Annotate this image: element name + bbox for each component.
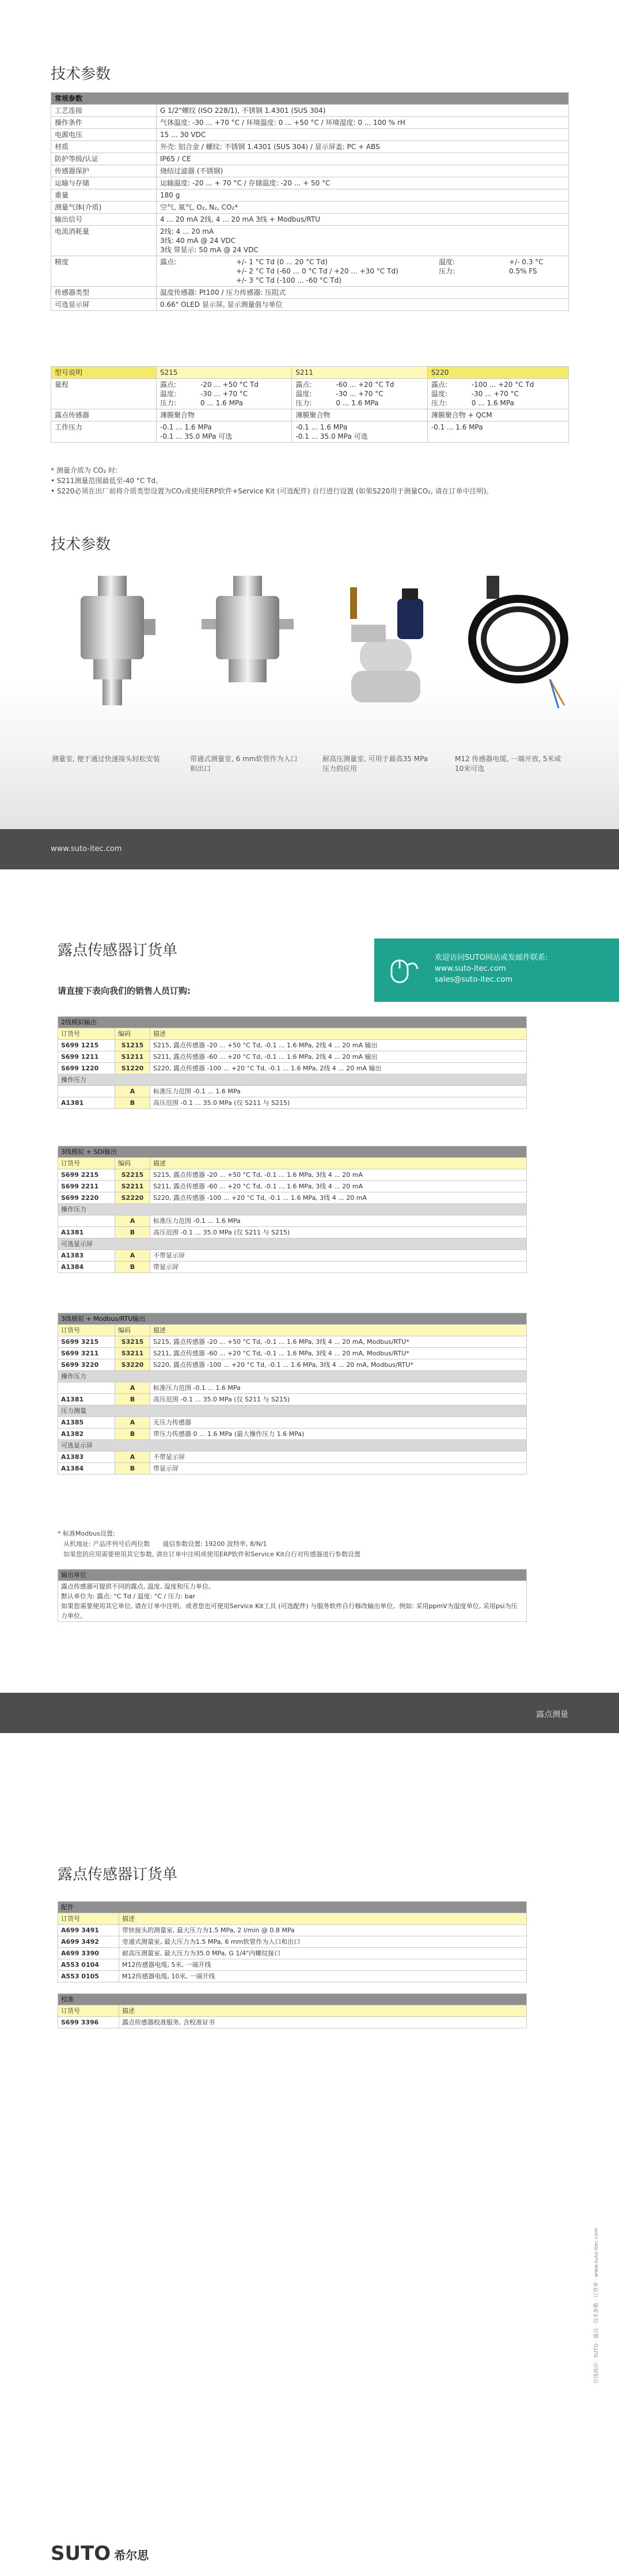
model-table: 型号说明 S215 S211 S220 量程 露点: -20 ... +50 °C Td 温度: -30 ... +70 °C 压力: 0 ... 1.6 MPa 露点: -60 ... +20 °C Td 温度: -30 ... +70 °C 压力: 0 ... 1.6 MPa 露点: -100 ... +20 °C Td 温度: -30 ... +70 °C 压力: 0 ... 1.6 MPa 露点传感器 薄膜聚合物 薄膜聚合物 薄膜聚合物 + QCM 工作压力 -0.1 ... 1.6 MPa -0.1 ... 35.0 MPa 可选 -0.1 ... 1.6 MPa -0.1 ... 35.0 MPa 可选 -0.1 ... 1.6 MPa <box>51 366 569 443</box>
table-row: A 标准压力范围 -0.1 ... 1.6 MPa <box>58 1382 527 1394</box>
page-order-form <box>0 869 619 1791</box>
caption-sensor-cable: M12 传感器电缆, 一端开放, 5米或10米可选 <box>455 755 561 773</box>
table-row: S699 3211 S3211 S211, 露点传感器 -60 ... +20 °C Td, -0.1 ... 1.6 MPa, 3线 4 ... 20 mA, Modbus/RTU* <box>58 1348 527 1359</box>
section-title: 技术参数 <box>51 536 111 553</box>
co2-notes: * 测量介质为 CO₂ 时: • S211测量范围最低至-40 °C Td。 • S220必须在出厂前将介质类型设置为CO₂或使用ERP软件+Service Kit (可选配件) 自行进行设置 (如果S220用于测量CO₂, 请在订单中注明)。 <box>51 466 493 495</box>
sensor-cable-image <box>464 570 573 714</box>
table-row: S699 3396 露点传感器校准服务, 含校准证书 <box>58 2017 527 2028</box>
table-row: A699 3492 旁通式测量室, 最大压力为1.5 MPa, 6 mm软管作为入口和出口 <box>58 1936 527 1948</box>
measuring-chamber-image <box>58 570 167 714</box>
suto-logo: SUTO 希尔思 <box>51 2542 149 2565</box>
table-row: A1384 B 带显示屏 <box>58 1262 527 1273</box>
table-row: 露点传感器 薄膜聚合物 薄膜聚合物 薄膜聚合物 + QCM <box>51 409 569 421</box>
contact-box: 欢迎访问SUTO网站或发邮件联系: www.suto-itec.com sales@suto-itec.com <box>374 939 619 1002</box>
page-title: 技术参数 <box>51 66 111 83</box>
table-row: A699 3491 带快接头的测量室, 最大压力为1.5 MPa, 2 l/min @ 0.8 MPa <box>58 1925 527 1936</box>
table-row: S699 2211 S2211 S211, 露点传感器 -60 ... +20 °C Td, -0.1 ... 1.6 MPa, 3线 4 ... 20 mA <box>58 1181 527 1192</box>
output-unit-box: 输出单位 露点传感器可提供不同的露点, 温度, 湿度和压力单位。 默认单位为: 露点: °C Td / 温度: °C / 压力: bar 如果您需要使用其它单位, 请在订单中注明。或者您也可使用Service Kit工具 (可选配件) 与服务软件自行修改输出单位。例如: 采用ppmV为湿度单位, 采用psi为压力单位。 <box>58 1569 527 1622</box>
table-row: 重量 180 g <box>51 189 569 202</box>
table-row: A1381 B 高压范围 -0.1 ... 35.0 MPa (仅 S211 与 S215) <box>58 1394 527 1405</box>
table-row: 电源电压 15 ... 30 VDC <box>51 129 569 141</box>
order-table-3wire-modbus: 3线模拟 + Modbus/RTU输出 订货号 编码 描述 S699 3215 S3215 S215, 露点传感器 -20 ... +50 °C Td, -0.1 ... 1.6 MPa, 3线 4 ... 20 mA, Modbus/RTU* S699 3211 S3211 S211, 露点传感器 -60 ... +20 °C Td, -0.1 ... 1.6 MPa, 3线 4 ... 20 mA, Modbus/RTU* S699 3220 S3220 S220, 露点传感器 -100 ... +20 °C Td, -0.1 ... 1.6 MPa, 3线 4 ... 20 mA, Modbus/RTU* 操作压力 A 标准压力范围 -0.1 ... 1.6 MPa A1381 B 高压范围 -0.1 ... 35.0 MPa (仅 S211 与 S215) 压力测量 A1385 A 无压力传感器 A1382 B 带压力传感器 0 ... 1.6 MPa (最大操作压力 1.6 MPa) 可选显示屏 A1383 A 不带显示屏 A1384 B 带显示屏 <box>58 1313 527 1475</box>
table-row: A1381 B 高压范围 -0.1 ... 35.0 MPa (仅 S211 与 S215) <box>58 1227 527 1238</box>
modbus-notes: * 标准Modbus设置: 从机地址: 产品序列号后两位数 通信参数设置: 19200 波特率, 8/N/1 如果您的应用需要使用其它参数, 请在订单中注明或使用ERP软件和Service Kit自行对传感器进行参数设置 <box>58 1530 360 1558</box>
table-row: 电流消耗量 2线: 4 ... 20 mA 3线: 40 mA @ 24 VDC 3线 带显示: 50 mA @ 24 VDC <box>51 226 569 256</box>
table-row: 工作压力 -0.1 ... 1.6 MPa -0.1 ... 35.0 MPa 可选 -0.1 ... 1.6 MPa -0.1 ... 35.0 MPa 可选 -0.1 ... 1.6 MPa <box>51 421 569 443</box>
table-row: A1382 B 带压力传感器 0 ... 1.6 MPa (最大操作压力 1.6 MPa) <box>58 1428 527 1440</box>
table-row: 量程 露点: -20 ... +50 °C Td 温度: -30 ... +70 °C 压力: 0 ... 1.6 MPa 露点: -60 ... +20 °C Td 温度: -30 ... +70 °C 压力: 0 ... 1.6 MPa 露点: -100 ... +20 °C Td 温度: -30 ... +70 °C 压力: 0 ... 1.6 MPa <box>51 379 569 409</box>
footer-url[interactable]: www.suto-itec.com <box>51 845 122 853</box>
bypass-chamber-image <box>193 570 302 714</box>
table-row: A1383 A 不带显示屏 <box>58 1452 527 1463</box>
side-legal-text: 在线商店：SUTO · 露点 · 技术参数 · 订货单 · www.suto-itec.com <box>594 2228 599 2384</box>
table-row: 防护等级/认证 IP65 / CE <box>51 153 569 165</box>
table-row: S699 1211 S1211 S211, 露点传感器 -60 ... +20 °C Td, -0.1 ... 1.6 MPa, 2线 4 ... 20 mA 输出 <box>58 1051 527 1063</box>
table-row: A1381 B 高压范围 -0.1 ... 35.0 MPa (仅 S211 与 S215) <box>58 1097 527 1109</box>
table-row: A1385 A 无压力传感器 <box>58 1417 527 1428</box>
footer-bar <box>0 829 619 869</box>
website-link[interactable]: www.suto-itec.com <box>435 964 506 973</box>
table-row: S699 3220 S3220 S220, 露点传感器 -100 ... +20 °C Td, -0.1 ... 1.6 MPa, 3线 4 ... 20 mA, Modbus/RTU* <box>58 1359 527 1371</box>
table-row: A1384 B 带显示屏 <box>58 1463 527 1475</box>
email-link[interactable]: sales@suto-itec.com <box>435 975 512 984</box>
order-table-2wire: 2线模拟输出 订货号 编码 描述 S699 1215 S1215 S215, 露点传感器 -20 ... +50 °C Td, -0.1 ... 1.6 MPa, 2线 4 ... 20 mA 输出 S699 1211 S1211 S211, 露点传感器 -60 ... +20 °C Td, -0.1 ... 1.6 MPa, 2线 4 ... 20 mA 输出 S699 1220 S1220 S220, 露点传感器 -100 ... +20 °C Td, -0.1 ... 1.6 MPa, 2线 4 ... 20 mA 输出 操作压力 A 标准压力范围 -0.1 ... 1.6 MPa A1381 B 高压范围 -0.1 ... 35.0 MPa (仅 S211 与 S215) <box>58 1016 527 1109</box>
calibration-table: 校准 订货号 描述 S699 3396 露点传感器校准服务, 含校准证书 <box>58 1993 527 2028</box>
table-row: 测量气体(介质) 空气, 氮气, O₂, N₂, CO₂* <box>51 202 569 214</box>
table-header: 常规参数 <box>51 93 569 105</box>
caption-measuring-chamber: 测量室, 便于通过快速接头轻松安装 <box>52 755 160 763</box>
high-pressure-chamber-image <box>328 570 438 714</box>
table-row: 可选显示屏 0.66" OLED 显示屏, 显示测量值与单位 <box>51 299 569 311</box>
table-row: 运输与存储 运输温度: -20 ... + 70 °C / 存储温度: -20 ... + 50 °C <box>51 177 569 189</box>
table-row: S699 2220 S2220 S220, 露点传感器 -100 ... +20 °C Td, -0.1 ... 1.6 MPa, 3线 4 ... 20 mA <box>58 1192 527 1204</box>
table-row: A 标准压力范围 -0.1 ... 1.6 MPa <box>58 1086 527 1097</box>
page-title: 露点传感器订货单 <box>58 1866 178 1883</box>
page-technical-data <box>0 0 619 869</box>
intro-text: 请直接下表向我们的销售人员订购: <box>58 986 191 996</box>
table-row: 材质 外壳: 铝合金 / 螺纹: 不锈钢 1.4301 (SUS 304) / 显示屏盖: PC + ABS <box>51 141 569 153</box>
table-row: 输出信号 4 ... 20 mA 2线, 4 ... 20 mA 3线 + Modbus/RTU <box>51 214 569 226</box>
general-spec-table <box>51 92 569 311</box>
table-row: 工艺连接 G 1/2"螺纹 (ISO 228/1), 不锈钢 1.4301 (SUS 304) <box>51 105 569 117</box>
table-row: 传感器保护 烧结过滤器 (不锈钢) <box>51 165 569 177</box>
order-table-3wire-sdi: 3线模拟 + SDI输出 订货号 编码 描述 S699 2215 S2215 S215, 露点传感器 -20 ... +50 °C Td, -0.1 ... 1.6 MPa, 3线 4 ... 20 mA S699 2211 S2211 S211, 露点传感器 -60 ... +20 °C Td, -0.1 ... 1.6 MPa, 3线 4 ... 20 mA S699 2220 S2220 S220, 露点传感器 -100 ... +20 °C Td, -0.1 ... 1.6 MPa, 3线 4 ... 20 mA 操作压力 A 标准压力范围 -0.1 ... 1.6 MPa A1381 B 高压范围 -0.1 ... 35.0 MPa (仅 S211 与 S215) 可选显示屏 A1383 A 不带显示屏 A1384 B 带显示屏 <box>58 1146 527 1273</box>
caption-bypass-chamber: 带通式测量室, 6 mm软管作为入口和出口 <box>190 755 298 773</box>
table-row: S699 1215 S1215 S215, 露点传感器 -20 ... +50 °C Td, -0.1 ... 1.6 MPa, 2线 4 ... 20 mA 输出 <box>58 1040 527 1051</box>
table-row: A1383 A 不带显示屏 <box>58 1250 527 1262</box>
table-row: S699 3215 S3215 S215, 露点传感器 -20 ... +50 °C Td, -0.1 ... 1.6 MPa, 3线 4 ... 20 mA, Modbus/RTU* <box>58 1336 527 1348</box>
table-row: A553 0104 M12传感器电缆, 5米, 一端开线 <box>58 1959 527 1971</box>
table-row: S699 1220 S1220 S220, 露点传感器 -100 ... +20 °C Td, -0.1 ... 1.6 MPa, 2线 4 ... 20 mA 输出 <box>58 1063 527 1074</box>
table-row: A553 0105 M12传感器电缆, 10米, 一端开线 <box>58 1971 527 1982</box>
accessories-table: 配件 订货号 描述 A699 3491 带快接头的测量室, 最大压力为1.5 MPa, 2 l/min @ 0.8 MPa A699 3492 旁通式测量室, 最大压力为1.5 MPa, 6 mm软管作为入口和出口 A699 3390 耐高压测量室, 最大压力为35.0 MPa, G 1/4"内螺纹接口 A553 0104 M12传感器电缆, 5米, 一端开线 A553 0105 M12传感器电缆, 10米, 一端开线 <box>58 1901 527 1982</box>
footer-section-label: 露点测量 <box>536 1710 568 1719</box>
mouse-icon <box>386 955 420 986</box>
page-accessories <box>0 1791 619 2576</box>
table-row: A699 3390 耐高压测量室, 最大压力为35.0 MPa, G 1/4"内螺纹接口 <box>58 1948 527 1959</box>
table-row: 传感器类型 温度传感器: Pt100 / 压力传感器: 压阻式 <box>51 287 569 299</box>
page-title: 露点传感器订货单 <box>58 942 178 959</box>
table-row: 精度 露点: +/- 1 °C Td (0 ... 20 °C Td) +/- 2 °C Td (-60 ... 0 °C Td / +20 ... +30 °C Td) +/- 3 °C Td (-100 ... -60 °C Td) 温度: 压力: +/- 0.3 °C 0.5% FS <box>51 256 569 287</box>
table-row: A 标准压力范围 -0.1 ... 1.6 MPa <box>58 1215 527 1227</box>
footer-bar <box>0 1693 619 1733</box>
table-row: S699 2215 S2215 S215, 露点传感器 -20 ... +50 °C Td, -0.1 ... 1.6 MPa, 3线 4 ... 20 mA <box>58 1169 527 1181</box>
table-row: 操作条件 气体温度: -30 ... +70 °C / 环境温度: 0 ... +50 °C / 环境湿度: 0 ... 100 % rH <box>51 117 569 129</box>
caption-high-pressure-chamber: 耐高压测量室, 可用于最高35 MPa压力的应用 <box>322 755 428 773</box>
